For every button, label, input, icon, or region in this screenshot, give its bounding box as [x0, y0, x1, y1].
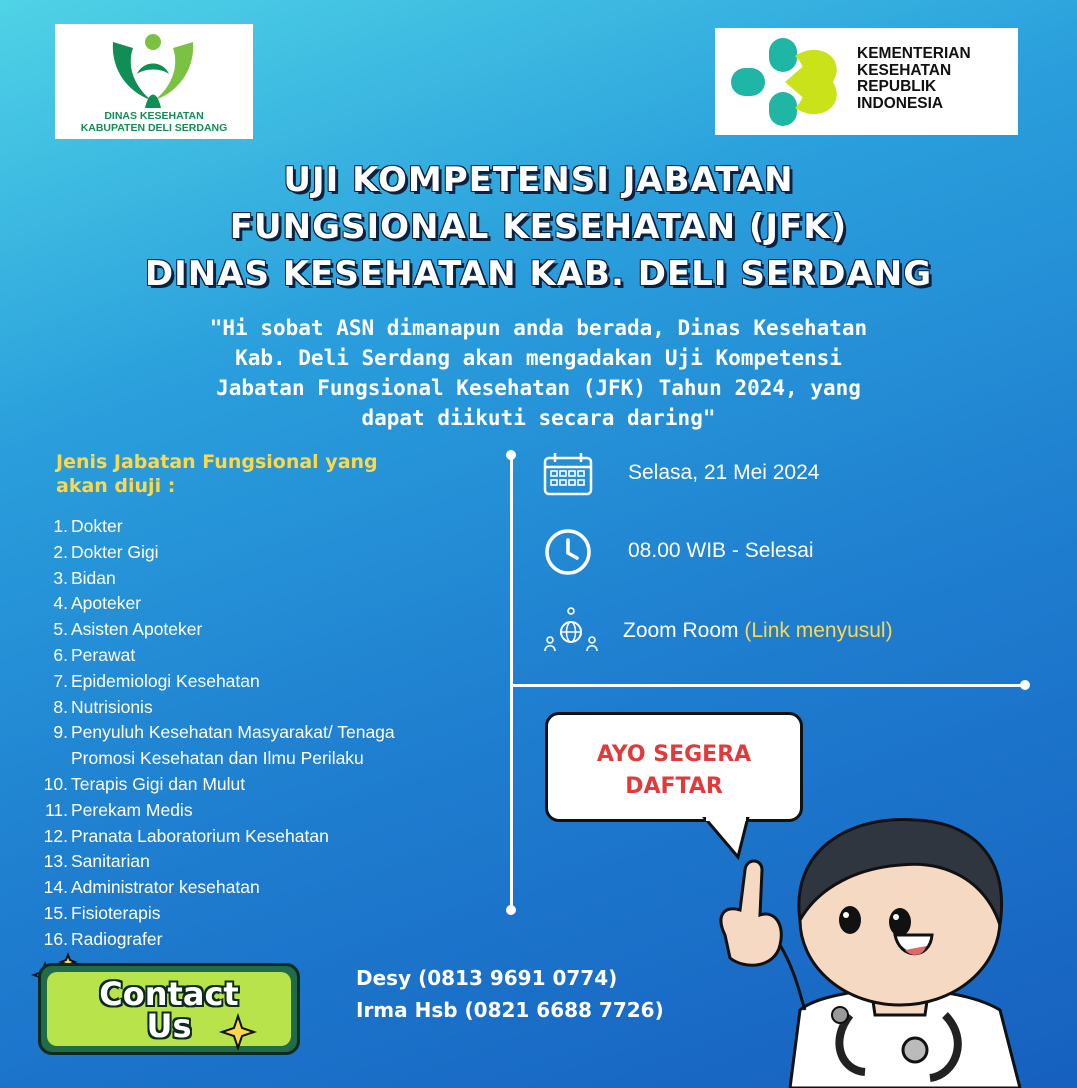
quote-line2: Kab. Deli Serdang akan mengadakan Uji Kompetensi [235, 346, 842, 370]
jabatan-list-item [40, 591, 510, 617]
dinkes-emblem-icon [103, 30, 203, 112]
jabatan-item-label-cont: Promosi Kesehatan dan Ilmu Perilaku [71, 748, 364, 769]
jabatan-item-label: Sanitarian [71, 851, 150, 872]
jabatan-item-label: Dokter [71, 516, 123, 536]
jabatan-heading-line1: Jenis Jabatan Fungsional yang [56, 451, 378, 473]
title-line2: FUNGSIONAL KESEHATAN (JFK) [229, 207, 848, 247]
jabatan-item-number: 15. [43, 902, 68, 923]
divider-dot-top [506, 450, 516, 460]
title-line1: UJI KOMPETENSI JABATAN [283, 160, 794, 200]
kemenkes-logo [715, 28, 1018, 135]
contact-us-badge [38, 963, 300, 1055]
event-date: Selasa, 21 Mei 2024 [628, 461, 820, 484]
jabatan-item-number: 8. [53, 696, 68, 717]
jabatan-item-number: 7. [53, 670, 68, 691]
jabatan-item-label: Apoteker [71, 593, 142, 614]
jabatan-item-number: 11. [44, 799, 68, 820]
jabatan-item-number: 6. [53, 644, 68, 665]
cta-line2: DAFTAR [625, 774, 723, 799]
jabatan-item-label: Asisten Apoteker [71, 619, 203, 640]
divider-dot-bottom [506, 905, 516, 915]
quote-line3: Jabatan Fungsional Kesehatan (JFK) Tahun 2024, yang [216, 376, 861, 400]
jabatan-list-item [40, 824, 510, 850]
quote-line4: dapat diikuti secara daring" [361, 406, 716, 430]
jabatan-list-item [40, 849, 510, 875]
calendar-icon [543, 452, 593, 496]
jabatan-item-number: 16. [43, 928, 68, 949]
clock-icon [544, 528, 592, 576]
jabatan-list-item [40, 617, 510, 643]
jabatan-item-label: Bidan [71, 567, 116, 588]
quote-line1: "Hi sobat ASN dimanapun anda berada, Dinas Kesehatan [209, 316, 868, 340]
jabatan-list-item [40, 927, 510, 953]
jabatan-item-number: 5. [53, 619, 68, 640]
logo-left-line1: DINAS KESEHATAN [104, 110, 204, 122]
kemenkes-line3: REPUBLIK [857, 78, 937, 95]
jabatan-list-item [40, 875, 510, 901]
kemenkes-text [857, 46, 971, 112]
kemenkes-line1: KEMENTERIAN [857, 45, 971, 62]
online-meeting-icon [543, 606, 599, 654]
jabatan-list-item [40, 772, 510, 798]
jabatan-item-number: 1. [53, 516, 68, 536]
kemenkes-line4: INDONESIA [857, 94, 944, 112]
horizontal-divider [512, 684, 1025, 687]
jabatan-item-label: Perekam Medis [71, 799, 193, 820]
jabatan-list-item [40, 798, 510, 824]
contact-person-1: Desy (0813 9691 0774) [356, 966, 618, 990]
jabatan-item-number: 3. [53, 567, 68, 588]
jabatan-item-label: Fisioterapis [71, 902, 161, 923]
jabatan-item-label: Epidemiologi Kesehatan [71, 670, 260, 691]
jabatan-item-label: Radiografer [71, 928, 163, 949]
doctor-illustration [700, 810, 1070, 1088]
jabatan-item-label: Penyuluh Kesehatan Masyarakat/ Tenaga [71, 722, 395, 743]
divider-dot-right [1020, 680, 1030, 690]
cta-speech-bubble [545, 712, 803, 822]
jabatan-item-number: 10. [43, 773, 68, 794]
jabatan-list-item [40, 695, 510, 721]
sparkle-small-icon [218, 1012, 258, 1052]
jabatan-list [40, 514, 510, 953]
jabatan-list-item [40, 720, 510, 772]
cta-line1: AYO SEGERA [596, 742, 752, 767]
event-place-note: (Link menyusul) [744, 619, 893, 642]
jabatan-item-label: Perawat [71, 644, 136, 665]
jabatan-list-item [40, 540, 510, 566]
intro-quote [60, 313, 1017, 433]
kemenkes-emblem-icon [729, 36, 849, 128]
contact-phones [356, 962, 664, 1026]
jabatan-item-label: Dokter Gigi [71, 541, 159, 562]
dinkes-deli-serdang-logo [55, 24, 253, 139]
jabatan-list-item [40, 514, 510, 540]
jabatan-item-number: 12. [43, 825, 68, 846]
kemenkes-line2: KESEHATAN [857, 61, 952, 79]
jabatan-item-number: 13. [43, 851, 68, 872]
contact-badge-line2: Us [146, 1007, 192, 1045]
event-time: 08.00 WIB - Selesai [628, 539, 814, 562]
event-place-name: Zoom Room [623, 619, 739, 642]
jabatan-heading-line2: akan diuji : [56, 475, 176, 497]
jabatan-item-label: Terapis Gigi dan Mulut [71, 773, 246, 794]
event-place [623, 618, 893, 644]
jabatan-list-item [40, 643, 510, 669]
jabatan-item-label: Nutrisionis [71, 696, 153, 717]
jabatan-list-item [40, 901, 510, 927]
jabatan-list-item [40, 566, 510, 592]
jabatan-item-number: 14. [43, 877, 68, 898]
title-line3: DINAS KESEHATAN KAB. DELI SERDANG [144, 254, 933, 294]
jabatan-item-label: Pranata Laboratorium Kesehatan [71, 825, 329, 846]
logo-left-line2: KABUPATEN DELI SERDANG [80, 122, 228, 134]
jabatan-heading [56, 450, 496, 498]
jabatan-item-number: 4. [53, 593, 68, 614]
jabatan-item-label: Administrator kesehatan [71, 877, 260, 898]
jabatan-list-item [40, 669, 510, 695]
contact-badge-line1: Contact [99, 975, 239, 1013]
jabatan-item-number: 9. [53, 722, 68, 743]
contact-person-2: Irma Hsb (0821 6688 7726) [356, 998, 664, 1022]
jabatan-item-number: 2. [53, 541, 68, 562]
